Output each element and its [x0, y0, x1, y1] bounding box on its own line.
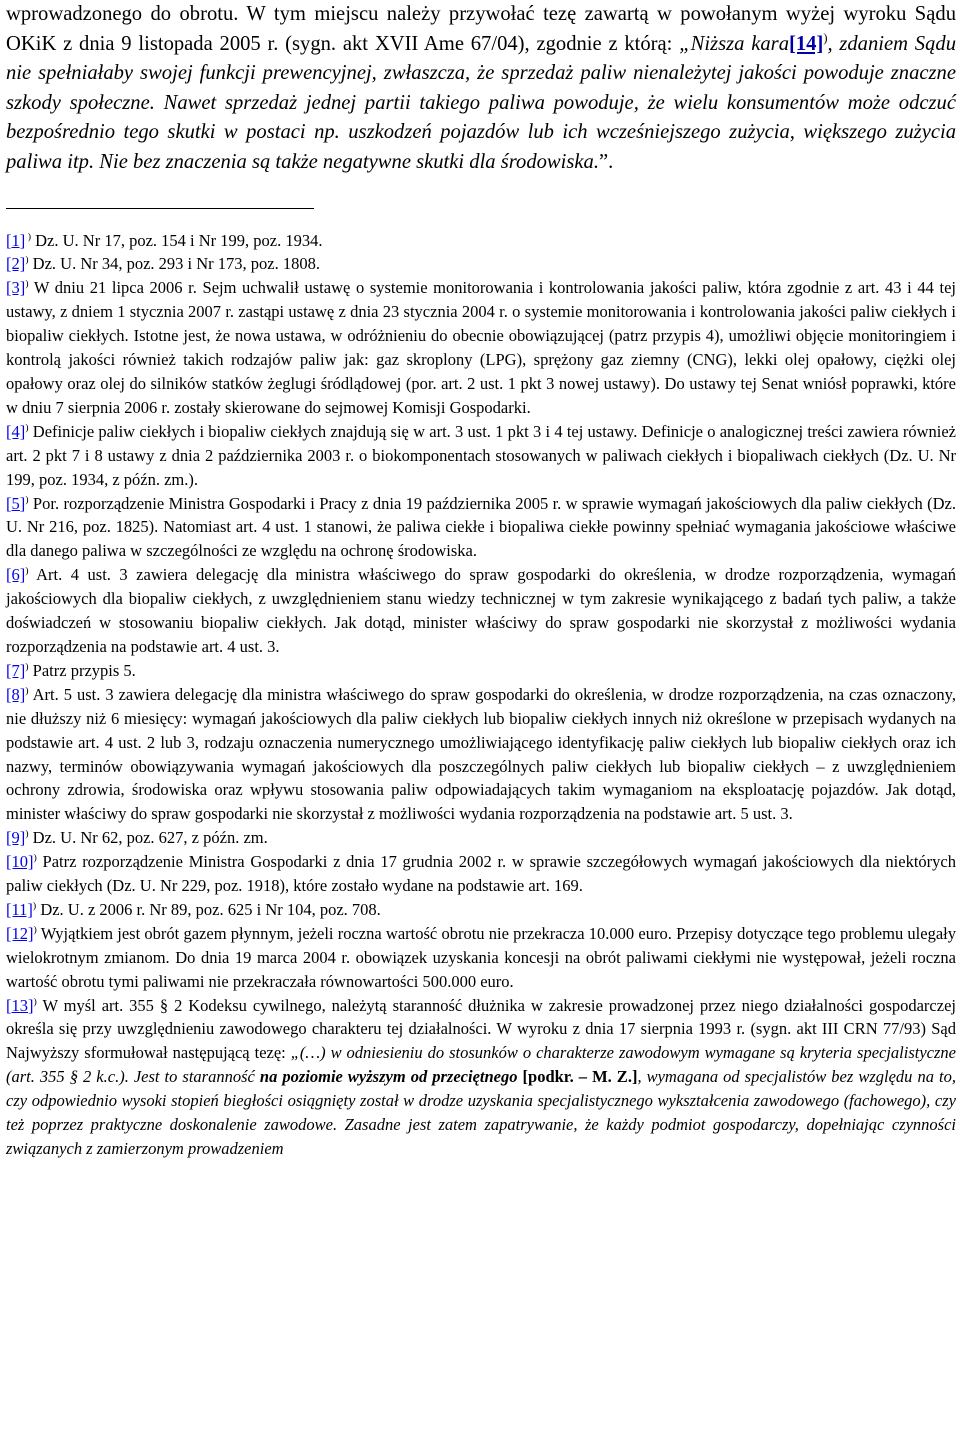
superscript-paren: ) — [823, 30, 828, 45]
text-run: W dniu 21 lipca 2006 r. Sejm uchwalił ustawę o systemie monitorowania i kontrolowania jakości paliw, która zgodnie z art. 43 i 44 tej ustawy, z dniem 1 stycznia 2007 r. zastąpi ustawę z dnia 23 stycznia 2004 r. o systemie monitorowania i kontrolowania jakości paliw ciekłych i biopaliw ciekłych. Istotne jest, że nowa ustawa, w odróżnieniu do obecnie obowiązującej (patrz przypis 4), umożliwi objęcie monitoringiem i kontrolą jakości również takich rodzajów paliw jak: gaz skroplony (LPG), sprężony gaz ziemny (CNG), lekki olej opałowy, ciężki olej opałowy oraz olej do silników statków żeglugi śródlądowej (por. art. 2 ust. 1 pkt 3 nowej ustawy). Do ustawy tej Senat wniósł poprawki, które w dniu 7 sierpnia 2006 r. zostały skierowane do sejmowej Komisji Gospodarki. — [6, 278, 956, 417]
superscript-paren: ) — [25, 828, 29, 840]
footnote-ref-link[interactable]: [10] — [6, 852, 34, 872]
text-run: Art. 4 ust. 3 zawiera delegację dla ministra właściwego do spraw gospodarki do określenia, w drodze rozporządzenia, wymagań jakościowych dla biopaliw ciekłych, z uwzględnieniem stanu wiedzy technicznej w tym zakresie wynikającego z badań tych paliw, a także doświadczeń w stosowaniu biopaliw ciekłych. Jak dotąd, minister właściwy do spraw gospodarki nie skorzystał z możliwości wydania rozporządzenia na podstawie art. 4 ust. 3. — [6, 565, 956, 656]
text-run: Dz. U. Nr 17, poz. 154 i Nr 199, poz. 1934. — [31, 230, 323, 250]
footnote-ref-link[interactable]: [8] — [6, 684, 26, 704]
italic-text: , zdaniem Sądu nie spełniałaby swojej funkcji prewencyjnej, zwłaszcza, że sprzedaż paliw nienależytej jakości powoduje znaczne szkody społeczne. Nawet sprzedaż jednej partii takiego paliwa powoduje, że wielu konsumentów może odczuć bezpośrednio tego skutki w postaci np. uszkodzeń pojazdów lub ich wcześniejszego zużycia, większego zużycia paliwa itp. Nie bez znaczenia są także negatywne skutki dla środowiska. — [6, 32, 956, 173]
footnote-5 — [6, 492, 956, 564]
text-run: W myśl art. 355 § 2 Kodeksu cywilnego, należytą staranność dłużnika w zakresie prowadzonej przez niego działalności gospodarczej określa się przy uwzględnieniu zawodowego charakteru tej działalności. W wyroku z dnia 17 sierpnia 1993 r. (sygn. akt III CRN 77/93) Sąd Najwyższy sformułował następującą tezę: — [6, 995, 956, 1063]
text-run: Dz. U. Nr 34, poz. 293 i Nr 173, poz. 1808. — [28, 254, 321, 274]
superscript-paren: ) — [33, 996, 37, 1008]
footnote-8 — [6, 683, 956, 826]
text-run: Patrz rozporządzenie Ministra Gospodarki z dnia 17 grudnia 2002 r. w sprawie szczegółowych wymagań jakościowych dla niektórych paliw ciekłych (Dz. U. Nr 229, poz. 1918), które zostało wydane na podstawie art. 169. — [6, 852, 956, 896]
superscript-paren: ) — [33, 924, 37, 936]
superscript-paren: ) — [25, 278, 29, 290]
text-run: wprowadzonego do obrotu. W tym miejscu należy przywołać tezę zawartą w powołanym wyżej wyroku Sądu OKiK z dnia 9 listopada 2005 r. (sygn. akt XVII Ame 67/04), zgodnie z którą: — [6, 3, 956, 55]
footnote-13 — [6, 994, 956, 1161]
italic-text: „Niższa kara — [679, 32, 789, 55]
superscript-paren: ) — [32, 900, 37, 912]
superscript-paren: ) — [25, 422, 29, 434]
superscript-paren: ) — [25, 254, 29, 266]
text-run: Wyjątkiem jest obrót gazem płynnym, jeżeli roczna wartość obrotu nie przekracza 10.000 euro. Przepisy dotyczące tego problemu ulegały wielokrotnym zmianom. Do dnia 19 marca 2004 r. obowiązek uzyskania koncesji na obrót paliwami ciekłymi nie występował, jeżeli roczna wartość obrotu tymi paliwami nie przekraczała równowartości 500.000 euro. — [6, 923, 956, 991]
superscript-paren: ) — [25, 565, 29, 577]
footnote-ref-link[interactable]: [9] — [6, 828, 26, 848]
superscript-paren: ) — [25, 661, 29, 673]
footnote-7 — [6, 659, 956, 683]
footnote-separator — [6, 208, 314, 209]
superscript-paren: ) — [25, 494, 29, 506]
footnote-2 — [6, 252, 956, 276]
superscript-paren: ) — [25, 231, 32, 243]
footnote-ref-link[interactable]: [12] — [6, 923, 34, 943]
text-run: ”. — [598, 150, 614, 173]
footnote-ref-link[interactable]: [4] — [6, 421, 26, 441]
footnote-3 — [6, 276, 956, 419]
footnote-ref-link[interactable]: [13] — [6, 995, 34, 1015]
footnote-ref-link[interactable]: [6] — [6, 565, 26, 585]
footnote-10 — [6, 850, 956, 898]
text-run: Dz. U. Nr 62, poz. 627, z późn. zm. — [28, 828, 268, 848]
footnote-ref-link[interactable]: [3] — [6, 278, 26, 298]
footnote-ref-link[interactable]: [5] — [6, 493, 26, 513]
footnote-ref-link[interactable]: [11] — [6, 899, 33, 919]
footnote-4 — [6, 420, 956, 492]
footnote-12 — [6, 922, 956, 994]
footnote-ref-link[interactable]: [7] — [6, 660, 26, 680]
superscript-paren: ) — [25, 685, 29, 697]
bold-italic-text: na poziomie wyższym od przeciętnego — [259, 1067, 518, 1087]
italic-text: „(…) w odniesieniu do stosunków o charakterze zawodowym wymagane są kryteria specjalistyczne (art. 355 § 2 k.c.). Jest to staranność — [6, 1043, 956, 1087]
text-run: Por. rozporządzenie Ministra Gospodarki i Pracy z dnia 19 października 2005 r. w sprawie wymagań jakościowych dla paliw ciekłych (Dz. U. Nr 216, poz. 1825). Natomiast art. 4 ust. 1 stanowi, że paliwa ciekłe i biopaliwa ciekłe powinny spełniać wymagania jakościowe właściwe dla danego paliwa w szczególności ze względu na ochronę środowiska. — [6, 493, 956, 561]
bold-text: [podkr. – M. Z.] — [517, 1067, 638, 1087]
footnote-ref-link[interactable]: [2] — [6, 254, 26, 274]
footnote-11 — [6, 898, 956, 922]
footnote-6 — [6, 563, 956, 659]
text-run: Definicje paliw ciekłych i biopaliw ciekłych znajdują się w art. 3 ust. 1 pkt 3 i 4 tej ustawy. Definicje o analogicznej treści zawiera również art. 2 pkt 7 i 8 ustawy z dnia 2 października 2003 r. o biokomponentach stosowanych w paliwach ciekłych i biopaliwach ciekłych (Dz. U. Nr 199, poz. 1934, z późn. zm.). — [6, 421, 956, 489]
footnote-ref-link[interactable]: [1] — [6, 230, 26, 250]
text-run: Patrz przypis 5. — [28, 660, 136, 680]
italic-text: , wymagana od specjalistów bez względu na to, czy odpowiednio wysoki stopień biegłości osiągnięty został w drodze uzyskania specjalistycznego wykształcenia zawodowego (fachowego), czy też poprzez praktyczne doskonalenie zawodowe. Zasadne jest zatem zapatrywanie, że każdy podmiot gospodarczy, dopełniając czynności związanych z zamierzonym prowadzeniem — [6, 1067, 956, 1158]
text-run: Art. 5 ust. 3 zawiera delegację dla ministra właściwego do spraw gospodarki do określenia, w drodze rozporządzenia, na czas oznaczony, nie dłuższy niż 6 miesięcy: wymagań jakościowych dla paliw ciekłych lub biopaliw ciekłych innych niż określone w przepisach wydanych na podstawie art. 4 ust. 2 lub 3, rodzaju oznaczenia numerycznego umożliwiającego identyfikację paliw ciekłych lub biopaliw ciekłych oraz ich nazwy, terminów obowiązywania wymagań jakościowych dla poszczególnych paliw ciekłych lub biopaliw ciekłych – z uwzględnieniem ochrony zdrowia, środowiska oraz wpływu stosowania paliw odpowiadających takim wymaganiom na eksploatację pojazdów. Jak dotąd, minister właściwy do spraw gospodarki nie skorzystał z możliwości wydania rozporządzenia na podstawie art. 5 ust. 3. — [6, 684, 956, 824]
intro-paragraph — [6, 0, 956, 178]
footnotes — [6, 229, 956, 1161]
superscript-paren: ) — [33, 852, 37, 864]
footnote-9 — [6, 826, 956, 850]
text-run: Dz. U. z 2006 r. Nr 89, poz. 625 i Nr 104, poz. 708. — [36, 899, 381, 919]
footnote-ref-link[interactable]: [14] — [789, 32, 824, 55]
footnote-1 — [6, 229, 956, 253]
